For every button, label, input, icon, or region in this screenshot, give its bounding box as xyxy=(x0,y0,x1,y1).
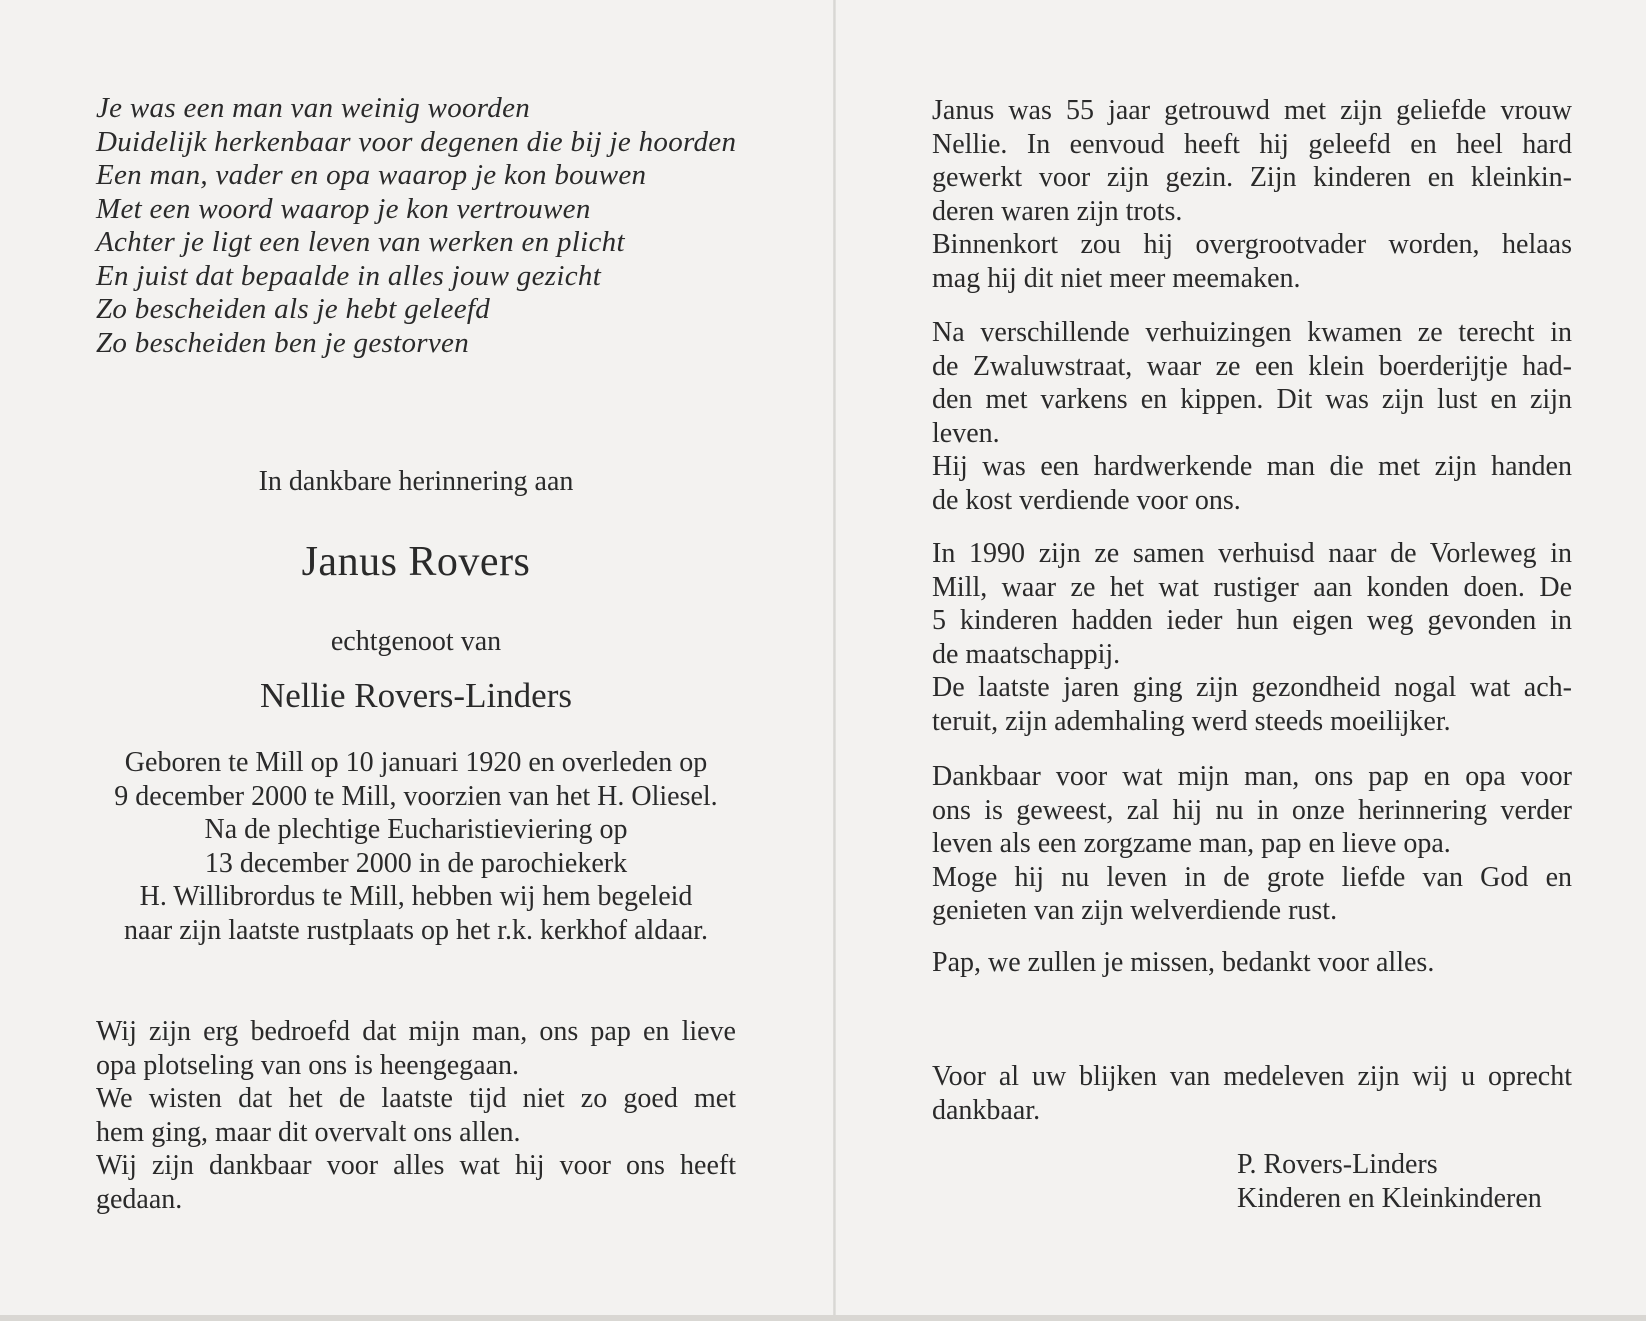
text-line: hem ging, maar dit overvalt ons allen. xyxy=(96,1116,521,1148)
text-line: dankbaar. xyxy=(932,1094,1041,1126)
biography-paragraph xyxy=(932,760,1572,928)
details-line: H. Willibrordus te Mill, hebben wij hem begeleid xyxy=(139,881,693,912)
poem-line: Duidelijk herkenbaar voor degenen die bij je hoorden xyxy=(96,125,737,158)
text-line: mag hij dit niet meer meemaken. xyxy=(932,262,1301,294)
poem-line: Met een woord waarop je kon vertrouwen xyxy=(96,192,591,225)
spouse-label: echtgenoot van xyxy=(330,626,502,657)
text-line: teruit, zijn ademhaling werd steeds moeilijker. xyxy=(932,705,1451,737)
biography-paragraph xyxy=(932,537,1572,738)
text-line: Wij zijn dankbaar voor alles wat hij voor ons heeft xyxy=(96,1150,736,1181)
text-line: Janus was 55 jaar getrouwd met zijn geliefde vrouw xyxy=(932,95,1572,126)
text-line: Dankbaar voor wat mijn man, ons pap en opa voor xyxy=(932,761,1572,792)
text-line: leven. xyxy=(932,417,1000,449)
poem-line: Achter je ligt een leven van werken en plicht xyxy=(96,226,625,258)
text-line: genieten van zijn welverdiende rust. xyxy=(932,895,1338,926)
memorial-intro: In dankbare herinnering aan xyxy=(258,466,574,497)
signature xyxy=(1237,1148,1542,1215)
text-line: ons is geweest, zal hij nu in onze herinnering verder xyxy=(932,794,1572,826)
details-line: 9 december 2000 te Mill, voorzien van het H. Oliesel. xyxy=(114,780,718,812)
signature-line: Kinderen en Kleinkinderen xyxy=(1237,1182,1542,1214)
poem-line: En juist dat bepaalde in alles jouw gezicht xyxy=(96,259,602,292)
details-line: 13 december 2000 in de parochiekerk xyxy=(204,847,628,879)
spouse-name: Nellie Rovers-Linders xyxy=(260,676,572,715)
details-line: Na de plechtige Eucharistieviering op xyxy=(204,814,628,845)
text-line: Na verschillende verhuizingen kwamen ze terecht in xyxy=(932,317,1572,348)
poem-line: Zo bescheiden als je hebt geleefd xyxy=(96,293,491,325)
text-line: Binnenkort zou hij overgrootvader worden, helaas xyxy=(932,229,1572,260)
text-line: de Zwaluwstraat, waar ze een klein boerderijtje had- xyxy=(932,350,1572,382)
text-line: Hij was een hardwerkende man die met zijn handen xyxy=(932,451,1572,482)
poem xyxy=(96,92,736,360)
text-line: Moge hij nu leven in de grote liefde van God en xyxy=(932,861,1572,893)
text-line: Mill, waar ze het wat rustiger aan konden doen. De xyxy=(932,571,1572,603)
right-page xyxy=(932,0,1572,1321)
text-line: opa plotseling van ons is heengegaan. xyxy=(96,1049,520,1081)
left-page xyxy=(96,0,736,1321)
text-line: gewerkt voor zijn gezin. Zijn kinderen en kleinkin- xyxy=(932,162,1572,193)
text-line: In 1990 zijn ze samen verhuisd naar de Vorleweg in xyxy=(932,538,1572,569)
biography-paragraph xyxy=(932,316,1572,517)
family-message xyxy=(96,1015,736,1216)
text-line: den met varkens en kippen. Dit was zijn lust en zijn xyxy=(932,384,1572,415)
life-details xyxy=(96,746,736,947)
text-line: de maatschappij. xyxy=(932,638,1121,670)
details-line: Geboren te Mill op 10 januari 1920 en overleden op xyxy=(124,747,708,778)
poem-line: Zo bescheiden ben je gestorven xyxy=(96,326,470,359)
text-line: deren waren zijn trots. xyxy=(932,195,1183,227)
text-line: Pap, we zullen je missen, bedankt voor alles. xyxy=(932,947,1435,978)
text-line: De laatste jaren ging zijn gezondheid nogal wat ach- xyxy=(932,672,1572,703)
text-line: We wisten dat het de laatste tijd niet zo goed met xyxy=(96,1083,736,1114)
card-fold xyxy=(833,0,836,1321)
poem-line: Je was een man van weinig woorden xyxy=(96,92,531,124)
text-line: leven als een zorgzame man, pap en lieve opa. xyxy=(932,828,1451,859)
text-line: 5 kinderen hadden ieder hun eigen weg gevonden in xyxy=(932,605,1572,636)
thanks-paragraph xyxy=(932,1060,1572,1127)
text-line: Wij zijn erg bedroefd dat mijn man, ons pap en lieve xyxy=(96,1016,736,1047)
farewell-line xyxy=(932,946,1572,980)
poem-line: Een man, vader en opa waarop je kon bouwen xyxy=(96,159,647,191)
biography-paragraph xyxy=(932,94,1572,295)
text-line: gedaan. xyxy=(96,1183,183,1215)
text-line: Voor al uw blijken van medeleven zijn wij u oprecht xyxy=(932,1061,1572,1092)
details-line: naar zijn laatste rustplaats op het r.k. kerkhof aldaar. xyxy=(124,914,708,946)
signature-line: P. Rovers-Linders xyxy=(1237,1149,1438,1180)
deceased-name: Janus Rovers xyxy=(301,539,531,585)
text-line: de kost verdiende voor ons. xyxy=(932,484,1241,516)
text-line: Nellie. In eenvoud heeft hij geleefd en heel hard xyxy=(932,128,1572,160)
